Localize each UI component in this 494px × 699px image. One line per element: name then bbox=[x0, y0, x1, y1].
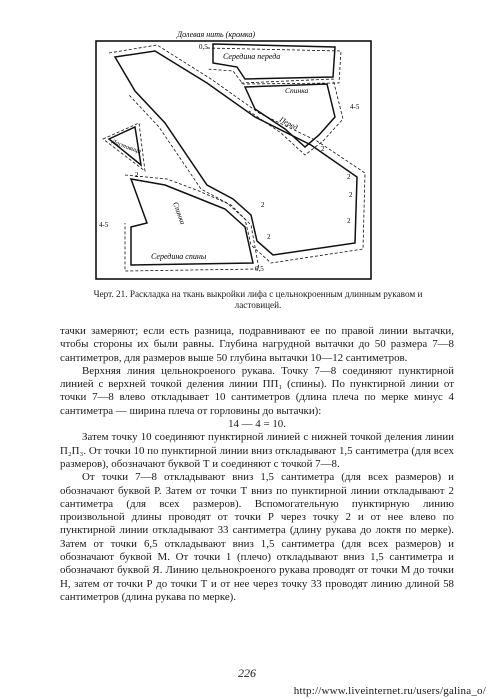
paragraph: Верхняя линия цельнокроеного рукава. Точку 7—8 соединяют пунктирной линией с верхней точкой деления линии ПП₁ (спины). По пунктирной линии от точки 7—8 влево откладывает 10 сантиметров (длина плеча по мерке минус 4 сантиметра — ширина плеча от горловины до вытачки): bbox=[60, 364, 454, 417]
allowance-05-bottom: 0,5 bbox=[255, 265, 264, 273]
paragraph: От точки 7—8 откладывают вниз 1,5 сантиметра (для всех размеров) и обозначают буквой Р. Затем от точки Т вниз по пунктирной линии откладывают 2 сантиметра (для всех размеров). Вспомогательную пунктирную линию произвольной длины проводят от точки Р через точку 2 и от нее влево по пунктирной линии откладывают 33 сантиметра (длину рукава до локтя по мерке). Затем от точки 6,5 откладывают вниз 1,5 сантиметра (для всех размеров) и обозначают буквой М. От точки 1 (плечо) откладывают вниз 1,5 сантиметра и обозначают буквой Я. Линию цельнокроеного рукава проводят от точки М до точки Н, затем от точки Р до точки Т и от нее через точку 33 проводят линию длиной 58 сантиметров (длина рукава по мерке). bbox=[60, 471, 454, 603]
back-center-label: Середина спины bbox=[151, 252, 207, 261]
sleeve-back-label: Перед bbox=[278, 114, 300, 132]
long-sleeve-outline bbox=[115, 51, 357, 255]
footer-url: http://www.liveinternet.ru/users/galina_o/ bbox=[293, 685, 486, 697]
sleeve-top-label: Спинка bbox=[285, 86, 309, 95]
pattern-layout-drawing bbox=[95, 27, 373, 281]
pattern-layout-figure bbox=[95, 27, 373, 281]
body-text bbox=[60, 325, 454, 604]
allowance-2-d: 2 bbox=[347, 217, 351, 225]
allowance-05-top: 0,5 bbox=[199, 43, 208, 51]
selvage-label: Долевая нить (кромка) bbox=[177, 30, 256, 39]
allowance-2-b: 2 bbox=[347, 173, 351, 181]
allowance-2-g: 2 bbox=[261, 201, 265, 209]
page-number: 226 bbox=[238, 666, 256, 680]
allowance-2-e: 2 bbox=[267, 233, 271, 241]
allowance-2-c: 2 bbox=[349, 191, 353, 199]
paragraph: тачки замеряют; если есть разница, подравнивают ее по правой линии вытачки, чтобы стороны их были равны. Глубина нагрудной вытачки до 50 размера 7—8 сантиметров, для размеров выше 50 глубина вытачки 10—12 сантиметров. bbox=[60, 325, 454, 364]
gusset-label: Ластовица bbox=[110, 138, 142, 156]
allowance-45-right: 4-5 bbox=[350, 103, 360, 111]
allowance-2-f: 2 bbox=[135, 171, 139, 179]
formula: 14 — 4 = 10. bbox=[228, 418, 286, 431]
front-center-label: Середина переда bbox=[223, 52, 281, 61]
allowance-2-a: 2 bbox=[321, 145, 325, 153]
allowance-45-left: 4-5 bbox=[99, 221, 109, 229]
paragraph: Затем точку 10 соединяют пунктирной линией с нижней точкой деления линии П₂П₃. От точки 10 по пунктирной линии вниз откладывают 1,5 сантиметра (для всех размеров), обозначают буквой Т и соединяют с точкой 7—8. bbox=[60, 431, 454, 470]
figure-caption: Черт. 21. Раскладка на ткань выкройки лифа с цельнокроенным длинным рукавом и ластовицей. bbox=[93, 289, 423, 310]
back-side-label: Спинка bbox=[171, 200, 188, 226]
